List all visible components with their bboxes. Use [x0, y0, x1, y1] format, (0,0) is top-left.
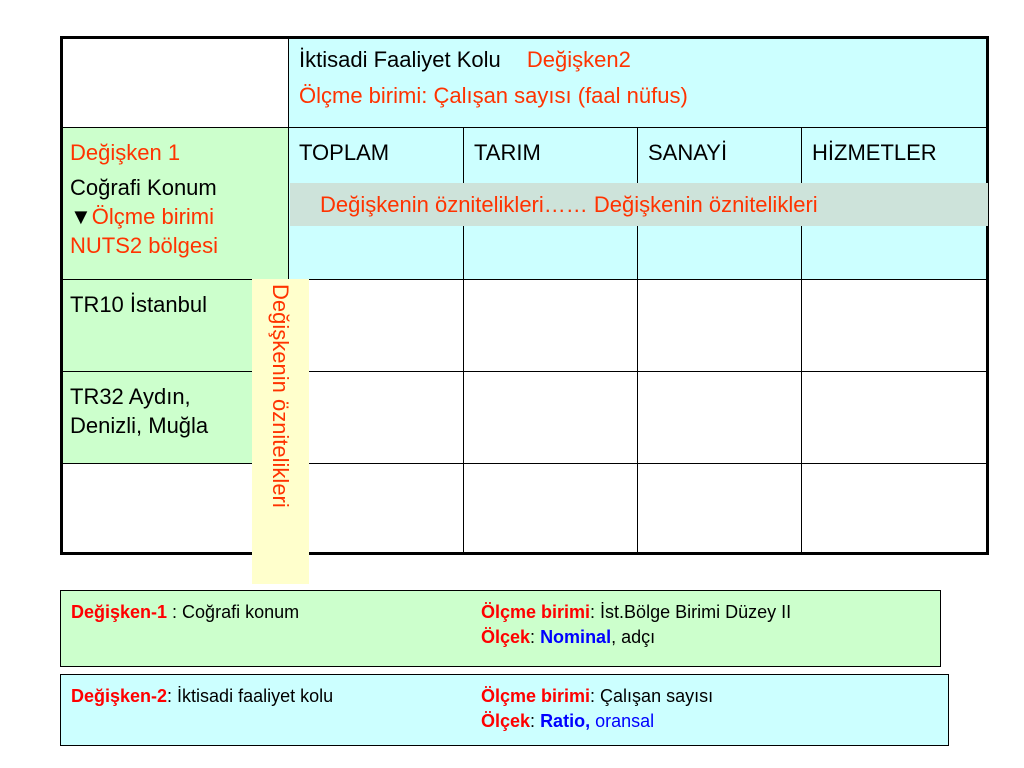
table-cell: [638, 280, 802, 372]
column-label: TARIM: [474, 140, 541, 165]
table-cell: [464, 464, 638, 552]
legend2-unit-label: Ölçme birimi: [481, 686, 591, 706]
legend2-scale-sep: :: [530, 711, 541, 731]
table-cell: [289, 280, 464, 372]
variable1-label: Değişken 1: [70, 140, 181, 165]
attributes-vertical-label: Değişkenin öznitelikleri: [268, 284, 293, 508]
legend2-var: Değişken-2: [71, 686, 168, 706]
legend2-scale-desc: oransal: [590, 711, 655, 731]
legend1-var-desc: : Coğrafi konum: [167, 602, 300, 622]
column-label: TOPLAM: [299, 140, 390, 165]
table-cell: [802, 372, 986, 464]
attributes-band: Değişkenin öznitelikleri…… Değişkenin öznitelikleri: [290, 183, 988, 226]
row-label-line1: TR32 Aydın,: [70, 384, 191, 409]
legend1-scale-value: Nominal: [540, 627, 612, 647]
row-label-line2: Denizli, Muğla: [70, 413, 209, 438]
legend2-scale-label: Ölçek: [481, 711, 531, 731]
column-label: SANAYİ: [648, 140, 728, 165]
legend1-var: Değişken-1: [71, 602, 168, 622]
row-label: TR10 İstanbul: [70, 292, 207, 317]
legend1-scale-sep: :: [530, 627, 541, 647]
arrow-down-icon: ▼: [70, 204, 92, 229]
activity-label: İktisadi Faaliyet Kolu: [299, 47, 501, 72]
table-cell: [638, 372, 802, 464]
legend1-scale-label: Ölçek: [481, 627, 531, 647]
table-cell: [289, 464, 464, 552]
variable2-label: Değişken2: [526, 47, 631, 72]
unit-label: Ölçme birimi: [91, 204, 215, 229]
table-cell: [802, 464, 986, 552]
table-corner-cell: [63, 39, 289, 128]
table-cell: [802, 280, 986, 372]
legend1-unit-label: Ölçme birimi: [481, 602, 591, 622]
row-header-cell: [63, 128, 289, 280]
unit-line: Ölçme birimi: Çalışan sayısı (faal nüfus): [299, 83, 688, 108]
column-label: HİZMETLER: [812, 140, 937, 165]
geo-label: Coğrafi Konum: [70, 175, 217, 200]
legend2-var-desc: : İktisadi faaliyet kolu: [167, 686, 334, 706]
table-cell: [464, 280, 638, 372]
table-cell: [638, 464, 802, 552]
table-header-cell: [289, 39, 986, 128]
legend1-unit-desc: : İst.Bölge Birimi Düzey II: [590, 602, 792, 622]
table-cell: [289, 372, 464, 464]
legend-variable2: [60, 674, 949, 746]
table-cell: [464, 372, 638, 464]
legend2-unit-desc: : Çalışan sayısı: [590, 686, 714, 706]
legend1-scale-desc: , adçı: [611, 627, 656, 647]
legend-variable1: [60, 590, 941, 667]
nuts-label: NUTS2 bölgesi: [70, 233, 218, 258]
legend2-scale-value: Ratio,: [540, 711, 591, 731]
